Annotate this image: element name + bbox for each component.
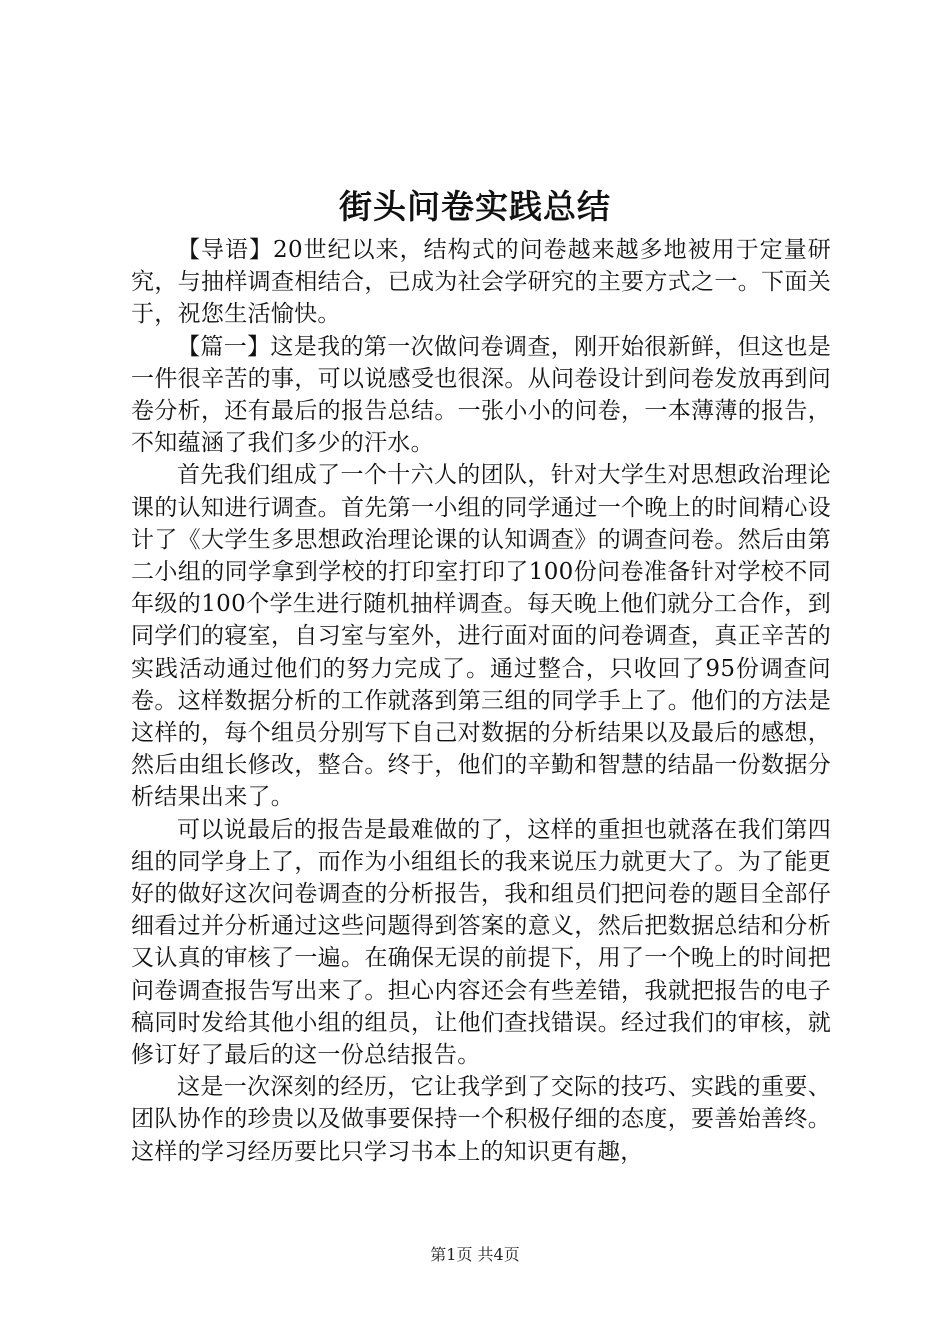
paragraph-reflection: 这是一次深刻的经历，它让我学到了交际的技巧、实践的重要、团队协作的珍贵以及做事要保持一个积极仔细的态度，要善始善终。这样的学习经历要比只学习书本上的知识更有趣， [131,1074,831,1165]
paragraph-team-survey: 首先我们组成了一个十六人的团队，针对大学生对思想政治理论课的认知进行调查。首先第一小组的同学通过一个晚上的时间精心设计了《大学生多思想政治理论课的认知调查》的调查问卷。然后由第二小组的同学拿到学校的打印室打印了100份问卷准备针对学校不同年级的100个学生进行随机抽样调查。每天晚上他们就分工合作，到同学们的寝室，自习室与室外，进行面对面的问卷调查，真正辛苦的实践活动通过他们的努力完成了。通过整合，只收回了95份调查问卷。这样数据分析的工作就落到第三组的同学手上了。他们的方法是这样的，每个组员分别写下自己对数据的分析结果以及最后的感想，然后由组长修改，整合。终于，他们的辛勤和智慧的结晶一份数据分析结果出来了。 [131,462,831,811]
document-title: 街头问卷实践总结 [339,187,611,226]
document-body [131,234,831,1168]
paragraph-final-report: 可以说最后的报告是最难做的了，这样的重担也就落在我们第四组的同学身上了，而作为小组组长的我来说压力就更大了。为了能更好的做好这次问卷调查的分析报告，我和组员们把问卷的题目全部仔细看过并分析通过这些问题得到答案的意义，然后把数据总结和分析又认真的审核了一遍。在确保无误的前提下，用了一个晚上的时间把问卷调查报告写出来了。担心内容还会有些差错，我就把报告的电子稿同时发给其他小组的组员，让他们查找错误。经过我们的审核，就修订好了最后的这一份总结报告。 [131,816,831,1069]
paragraph-intro: 【导语】20世纪以来，结构式的问卷越来越多地被用于定量研究，与抽样调查相结合，已成为社会学研究的主要方式之一。下面关于，祝您生活愉快。 [131,237,831,328]
paragraph-part-one: 【篇一】这是我的第一次做问卷调查，刚开始很新鲜，但这也是一件很辛苦的事，可以说感受也很深。从问卷设计到问卷发放再到问卷分析，还有最后的报告总结。一张小小的问卷，一本薄薄的报告，不知蕴涵了我们多少的汗水。 [131,333,831,457]
page-number-footer: 第1页 共4页 [430,1245,520,1264]
